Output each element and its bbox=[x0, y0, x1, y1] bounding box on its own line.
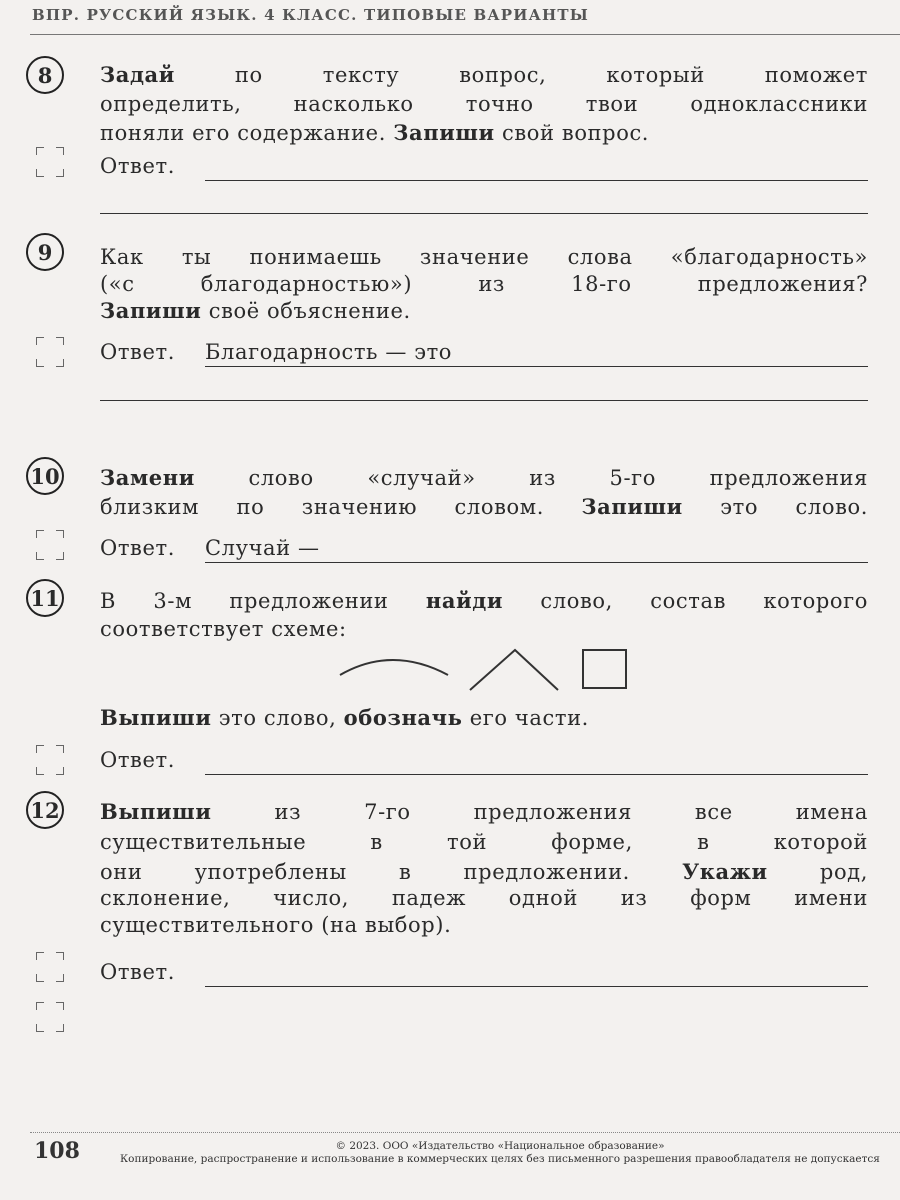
answer-label: Ответ. bbox=[100, 340, 175, 364]
task-text-line bbox=[100, 242, 868, 272]
task-keyword: Задай bbox=[100, 62, 175, 87]
task-text: В 3-м предложении bbox=[100, 589, 426, 613]
task-text-line bbox=[100, 296, 868, 326]
task-keyword: Укажи bbox=[682, 859, 768, 884]
task-keyword: Запиши bbox=[393, 120, 495, 145]
task-text: определить, насколько точно твои одноклассники bbox=[100, 92, 868, 116]
task-number-badge: 8 bbox=[26, 56, 64, 94]
task-keyword: Выпиши bbox=[100, 799, 212, 824]
task-keyword: обозначь bbox=[343, 705, 463, 730]
answer-label: Ответ. bbox=[100, 154, 175, 178]
header-divider bbox=[30, 34, 900, 35]
task-text-line bbox=[100, 463, 868, 493]
task-text-line bbox=[100, 614, 868, 644]
task-number-badge: 11 bbox=[26, 579, 64, 617]
task-text-line bbox=[100, 910, 868, 940]
task-keyword: Замени bbox=[100, 465, 195, 490]
task-text: поняли его содержание. bbox=[100, 121, 394, 145]
task-keyword: найди bbox=[425, 588, 504, 613]
footer-divider bbox=[30, 1132, 900, 1133]
task-text: свой вопрос. bbox=[494, 121, 650, 145]
task-number-badge: 12 bbox=[26, 791, 64, 829]
task-text-line bbox=[100, 89, 868, 119]
task-text-line bbox=[100, 492, 868, 522]
answer-label: Ответ. bbox=[100, 748, 175, 772]
answer-field-extra[interactable] bbox=[100, 213, 868, 214]
task-text: своё объяснение. bbox=[201, 299, 411, 323]
task-number-badge: 10 bbox=[26, 457, 64, 495]
answer-prefill: Благодарность — это bbox=[205, 340, 453, 364]
answer-field[interactable] bbox=[205, 366, 868, 367]
answer-prefill: Случай — bbox=[205, 536, 320, 560]
task-text: это слово. bbox=[682, 495, 869, 519]
answer-field[interactable] bbox=[205, 986, 868, 987]
task-text: существительные в той форме, в которой bbox=[100, 830, 868, 854]
task-number-badge: 9 bbox=[26, 233, 64, 271]
score-box bbox=[36, 952, 64, 982]
task-text-line bbox=[100, 586, 868, 616]
copyright-notice bbox=[100, 1140, 900, 1166]
copy-restriction: Копирование, распространение и использование в коммерческих целях без письменного разрешения правообладателя не допускается bbox=[120, 1153, 880, 1165]
root-arc-icon bbox=[340, 660, 448, 675]
task-text: они употреблены в предложении. bbox=[100, 860, 683, 884]
task-text: соответствует схеме: bbox=[100, 617, 347, 641]
task-text-line bbox=[100, 118, 868, 148]
answer-field[interactable] bbox=[205, 774, 868, 775]
task-text: род, bbox=[767, 860, 868, 884]
task-text: это слово, bbox=[211, 706, 344, 730]
score-box bbox=[36, 337, 64, 367]
task-text-line bbox=[100, 703, 868, 733]
task-text: слово, состав которого bbox=[503, 589, 868, 613]
task-keyword: Запиши bbox=[100, 298, 202, 323]
task-text: («с благодарностью») из 18-го предложения? bbox=[100, 272, 868, 296]
task-text-line bbox=[100, 827, 868, 857]
running-header: ВПР. РУССКИЙ ЯЗЫК. 4 КЛАСС. ТИПОВЫЕ ВАРИАНТЫ bbox=[32, 6, 590, 24]
task-text: склонение, число, падеж одной из форм имени bbox=[100, 886, 868, 910]
task-text-line bbox=[100, 797, 868, 827]
task-text-line bbox=[100, 60, 868, 90]
task-text: его части. bbox=[462, 706, 589, 730]
task-text: близким по значению словом. bbox=[100, 495, 582, 519]
copyright: © 2023. ООО «Издательство «Национальное образование» bbox=[335, 1140, 665, 1152]
task-keyword: Запиши bbox=[581, 494, 683, 519]
answer-field[interactable] bbox=[205, 180, 868, 181]
answer-label: Ответ. bbox=[100, 536, 175, 560]
task-keyword: Выпиши bbox=[100, 705, 212, 730]
word-structure-scheme bbox=[330, 645, 630, 695]
answer-label: Ответ. bbox=[100, 960, 175, 984]
score-box bbox=[36, 1002, 64, 1032]
answer-field[interactable] bbox=[205, 562, 868, 563]
task-text: слово «случай» из 5-го предложения bbox=[194, 466, 868, 490]
score-box bbox=[36, 530, 64, 560]
task-text-line bbox=[100, 883, 868, 913]
ending-box-icon bbox=[583, 650, 626, 688]
task-text: существительного (на выбор). bbox=[100, 913, 452, 937]
suffix-caret-icon bbox=[470, 650, 558, 690]
page-number: 108 bbox=[34, 1138, 80, 1164]
task-text: из 7-го предложения все имена bbox=[211, 800, 868, 824]
task-text-line bbox=[100, 269, 868, 299]
task-text: Как ты понимаешь значение слова «благодарность» bbox=[100, 245, 868, 269]
score-box bbox=[36, 147, 64, 177]
task-text: по тексту вопрос, который поможет bbox=[174, 63, 868, 87]
answer-field-extra[interactable] bbox=[100, 400, 868, 401]
score-box bbox=[36, 745, 64, 775]
